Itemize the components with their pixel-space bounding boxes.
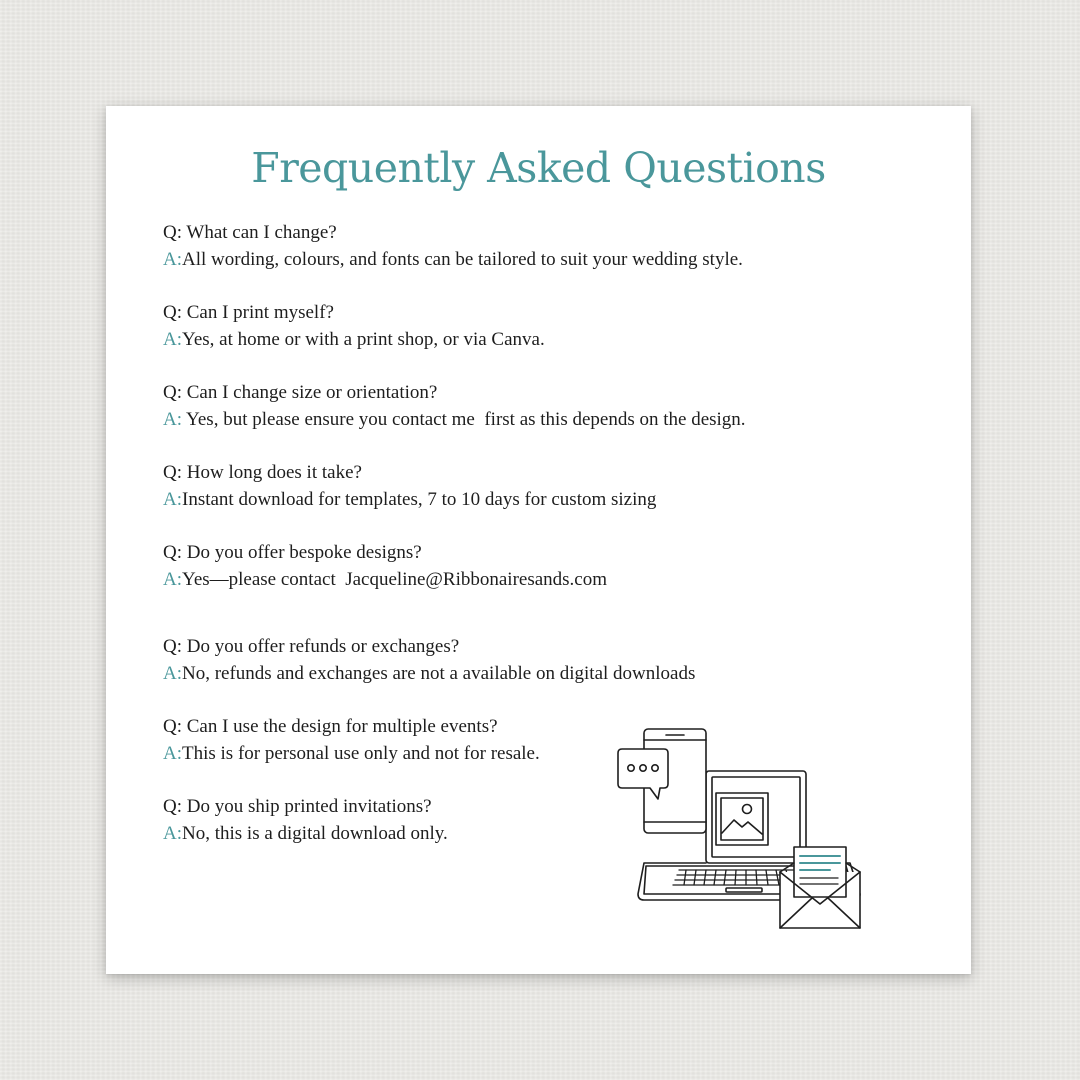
faq-question: Q: Do you offer refunds or exchanges? [163, 636, 460, 657]
answer-text: Yes—please contact Jacqueline@Ribbonairesands.com [182, 569, 608, 590]
faq-question: Q: Can I print myself? [163, 302, 334, 323]
answer-prefix: A: [163, 489, 182, 510]
faq-question: Q: What can I change? [163, 222, 337, 243]
faq-question: Q: Do you ship printed invitations? [163, 796, 432, 817]
faq-answer [163, 566, 863, 593]
answer-text: No, this is a digital download only. [182, 823, 448, 844]
answer-text: This is for personal use only and not for resale. [182, 743, 540, 764]
faq-item [163, 539, 863, 593]
envelope-icon [780, 847, 860, 928]
faq-card [106, 106, 971, 974]
faq-question: Q: Can I use the design for multiple events? [163, 716, 498, 737]
answer-text: All wording, colours, and fonts can be tailored to suit your wedding style. [182, 249, 743, 270]
answer-text: No, refunds and exchanges are not a available on digital downloads [182, 663, 696, 684]
faq-item [163, 459, 863, 513]
answer-prefix: A: [163, 663, 182, 684]
answer-text: Yes, but please ensure you contact me first as this depends on the design. [182, 409, 746, 430]
faq-question: Q: How long does it take? [163, 462, 362, 483]
faq-answer [163, 406, 863, 433]
faq-question: Q: Do you offer bespoke designs? [163, 542, 422, 563]
page-title: Frequently Asked Questions [251, 144, 826, 192]
answer-prefix: A: [163, 823, 182, 844]
answer-prefix: A: [163, 743, 182, 764]
faq-question: Q: Can I change size or orientation? [163, 382, 438, 403]
answer-prefix: A: [163, 329, 182, 350]
devices-illustration [614, 726, 874, 931]
faq-item [163, 299, 863, 353]
answer-text: Instant download for templates, 7 to 10 days for custom sizing [182, 489, 657, 510]
faq-item [163, 633, 863, 687]
faq-item [163, 379, 863, 433]
image-icon [716, 793, 768, 845]
answer-text: Yes, at home or with a print shop, or via Canva. [182, 329, 545, 350]
faq-answer [163, 486, 863, 513]
faq-answer [163, 246, 863, 273]
answer-prefix: A: [163, 249, 182, 270]
faq-answer [163, 326, 863, 353]
answer-prefix: A: [163, 569, 182, 590]
faq-item [163, 219, 863, 273]
answer-prefix: A: [163, 409, 182, 430]
faq-answer [163, 660, 863, 687]
